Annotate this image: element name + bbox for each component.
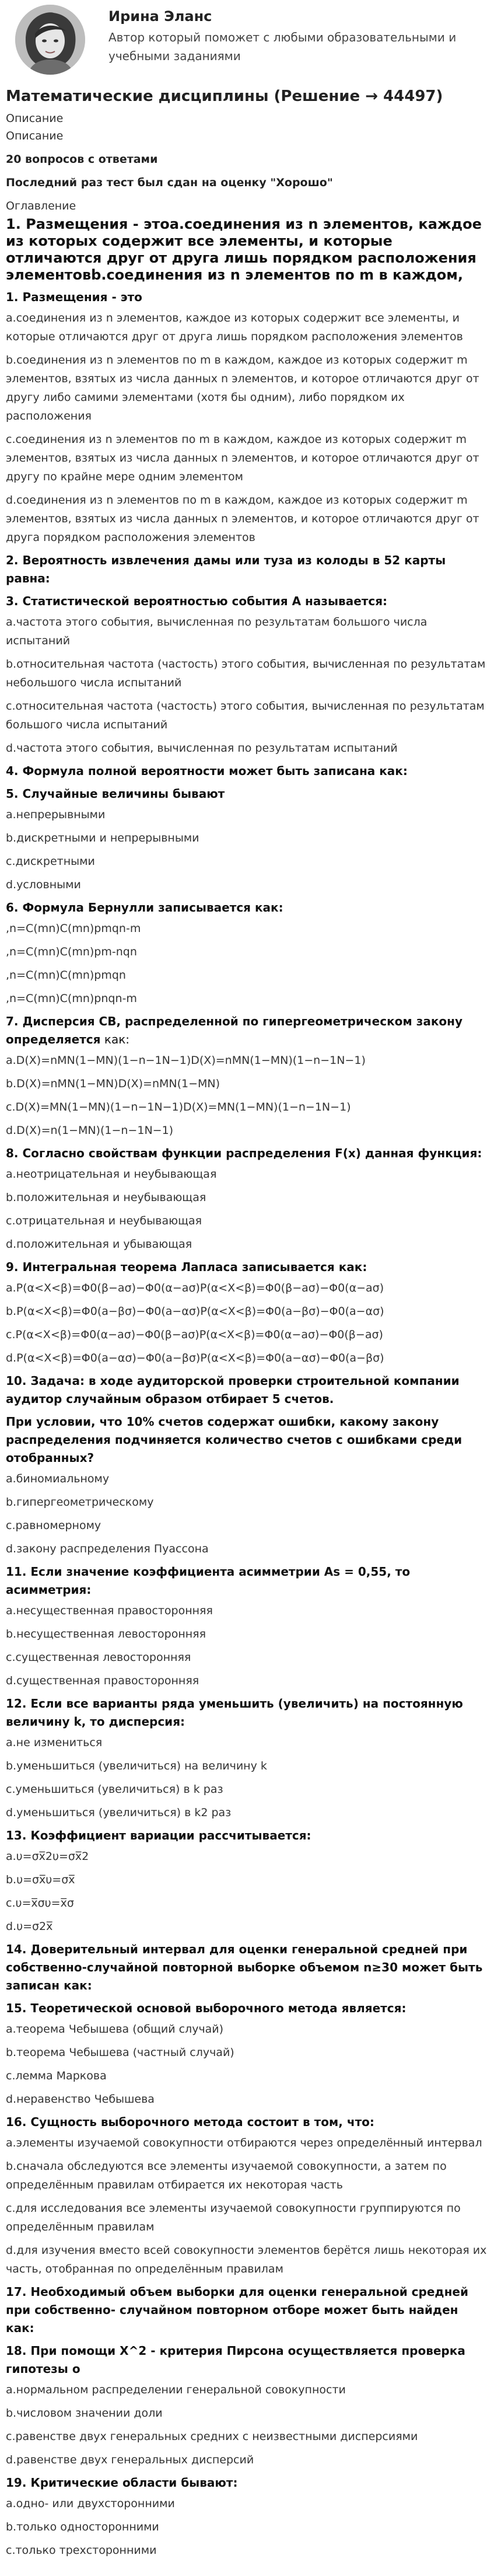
question-block [6,2283,488,2337]
answer-option: d.уменьшиться (увеличиться) в k2 раз [6,1806,232,1819]
answer-options [6,2380,488,2469]
question-title-text: 10. Задача: в ходе аудиторской проверки строительной компании аудитор случайным образом отбирает 5 счетов. [6,1374,460,1406]
question-title-text: 8. Согласно свойствам функции распределения F(x) данная функция: [6,1146,482,1160]
question-title [6,1999,488,2017]
answer-option: d.υ=σ2x̅ [6,1920,53,1933]
answer-option: d.закону распределения Пуассона [6,1542,209,1555]
question-title-text: 11. Если значение коэффициента асимметрии As = 0,55, то асимметрия: [6,1565,411,1597]
answer-option: d.положительная и убывающая [6,1238,192,1251]
table-of-contents-label: Оглавление [6,200,76,212]
question-title [6,762,488,780]
answer-option: c.соединения из n элементов по m в каждом, каждое из которых содержит m элементов, взятых из числа данных n элементов, и которое отличаются друг от другу по крайне мере одним элементом [6,433,479,483]
question-title [6,2283,488,2337]
answer-option: a.биномиальному [6,1472,110,1485]
answer-option: b.соединения из n элементов по m в каждом, каждое из которых содержит m элементов, взятых из числа данных n элементов, и которое отличаются друг от другу либо самими элементами (хотя бы одним), либо порядком их расположения [6,354,479,423]
answer-options [6,805,488,894]
question-title-text: 17. Необходимый объем выборки для оценки генеральной средней при собственно- случайном повторном отборе может быть найден как: [6,2285,468,2335]
author-description: Автор который поможет с любыми образовательными и учебными заданиями [108,30,457,63]
answer-option: ,n=C(mn)C(mn)pm-nqn [6,945,137,958]
answer-options [6,309,488,547]
answer-option: b.P(α<X<β)=Φ0(a−βσ)−Φ0(a−ασ)P(α<X<β)=Φ0(a−βσ)−Φ0(a−ασ) [6,1305,384,1318]
answer-option: b.D(X)=nMN(1−MN)D(X)=nMN(1−MN) [6,1077,220,1090]
answer-option: b.уменьшиться (увеличиться) на величину k [6,1760,267,1772]
document-title: Математические дисциплины (Решение → 44497) [6,88,443,105]
answer-options [6,2020,488,2109]
answer-option: c.дискретными [6,855,95,868]
answer-option: d.частота этого события, вычисленная по результатам испытаний [6,742,398,755]
question-title-text: При условии, что 10% счетов содержат ошибки, какому закону распределения подчиняется количество счетов с ошибками среди отобранных? [6,1415,463,1465]
question-block [6,2474,488,2560]
question-title-text: 16. Сущность выборочного метода состоит в том, что: [6,2115,374,2129]
answer-options [6,919,488,1008]
question-title-text: 9. Интегральная теорема Лапласа записывается как: [6,1260,367,1274]
question-title-text: 7. Дисперсия СВ, распределенной по гипергеометрическом закону определяется [6,1014,463,1046]
question-block [6,1144,488,1254]
question-title [6,288,488,306]
question-count: 20 вопросов с ответами [6,153,158,166]
answer-options [6,1469,488,1558]
question-block [6,288,488,547]
answer-option: a.частота этого события, вычисленная по результатам большого числа испытаний [6,616,428,647]
answer-option: b.несущественная левосторонняя [6,1628,206,1640]
author-avatar[interactable] [15,5,85,75]
question-block [6,2342,488,2469]
answer-option: b.относительная частота (частость) этого события, вычисленная по результатам небольшого числа испытаний [6,658,486,689]
answer-option: b.гипергеометрическому [6,1496,154,1509]
answer-options [6,2134,488,2278]
answer-option: ,n=C(mn)C(mn)pmqn-m [6,922,141,935]
answer-option: b.положительная и неубывающая [6,1191,206,1204]
question-block [6,1013,488,1140]
answer-options [6,1051,488,1140]
answer-option: a.соединения из n элементов, каждое из которых содержит все элементы, и которые отличаются друг от друга лишь порядком расположения элементов [6,312,463,343]
question-block [6,1827,488,1936]
answer-option: a.υ=σx̅2υ=σx̅2 [6,1850,89,1863]
questions-list [6,288,488,2560]
lead-summary: 1. Размещения - этоa.соединения из n элементов, каждое из которых содержит все элементы, и которые отличаются друг от друга лишь порядком расположения элементовb.соединения из n элементов по m в каждом, [6,216,482,283]
question-block [6,899,488,1008]
question-title-text: 6. Формула Бернулли записывается как: [6,900,283,914]
answer-option: a.теорема Чебышева (общий случай) [6,2023,224,2036]
answer-option: a.P(α<X<β)=Φ0(β−aσ)−Φ0(α−aσ)P(α<X<β)=Φ0(β−aσ)−Φ0(α−aσ) [6,1282,384,1294]
last-result-note: Последний раз тест был сдан на оценку "Хорошо" [6,176,333,189]
answer-option: c.D(X)=MN(1−MN)(1−n−1N−1)D(X)=MN(1−MN)(1−n−1N−1) [6,1101,351,1114]
answer-option: d.неравенство Чебышева [6,2093,155,2106]
question-title [6,1940,488,1995]
question-block [6,785,488,894]
answer-option: d.равенстве двух генеральных дисперсий [6,2453,254,2466]
answer-option: d.D(X)=n(1−MN)(1−n−1N−1) [6,1124,174,1137]
description-label: Описание [6,112,64,125]
question-title [6,899,488,917]
answer-option: d.существенная правосторонняя [6,1674,199,1687]
answer-options [6,1279,488,1367]
question-block [6,1940,488,1995]
answer-option: a.D(X)=nMN(1−MN)(1−n−1N−1)D(X)=nMN(1−MN)(1−n−1N−1) [6,1054,366,1067]
answer-options [6,1601,488,1690]
answer-option: ,n=C(mn)C(mn)pmqn [6,969,126,982]
question-title-text: 3. Статистической вероятностью события А называется: [6,594,388,608]
description-label-secondary: Описание [6,130,64,142]
question-title [6,1144,488,1163]
answer-option: ,n=C(mn)C(mn)pnqn-m [6,992,137,1005]
question-block [6,762,488,780]
answer-option: c.уменьшиться (увеличиться) в k раз [6,1783,223,1796]
answer-option: b.υ=σx̅υ=σx̅ [6,1873,75,1886]
question-block [6,1372,488,1408]
answer-option: b.теорема Чебышева (частный случай) [6,2046,234,2059]
question-title-text: 4. Формула полной вероятности может быть записана как: [6,764,408,778]
question-title [6,1563,488,1599]
answer-options [6,1733,488,1822]
answer-option: d.соединения из n элементов по m в каждом, каждое из которых содержит m элементов, взятых из числа данных n элементов, и которое отличаются друг от друга порядком расположения элементов [6,494,479,544]
question-title-text: 13. Коэффициент вариации рассчитывается: [6,1828,311,1842]
question-title [6,1413,488,1467]
answer-option: c.существенная левосторонняя [6,1651,191,1664]
question-title [6,2113,488,2131]
question-block [6,551,488,588]
answer-option: a.несущественная правосторонняя [6,1604,213,1617]
answer-options [6,1165,488,1254]
question-title [6,785,488,803]
answer-option: c.для исследования все элементы изучаемой совокупности группируются по определённым правилам [6,2202,461,2233]
question-title-text: 5. Случайные величины бывают [6,787,225,801]
answer-options [6,613,488,758]
answer-option: d.для изучения вместо всей совокупности элементов берётся лишь некоторая их часть, отобранная по определённым правилам [6,2244,487,2275]
question-title [6,2342,488,2378]
answer-option: c.P(α<X<β)=Φ0(α−aσ)−Φ0(β−aσ)P(α<X<β)=Φ0(α−aσ)−Φ0(β−aσ) [6,1328,383,1341]
question-block [6,1413,488,1558]
question-block [6,1258,488,1367]
question-title [6,1372,488,1408]
question-block [6,592,488,758]
author-profile [6,0,488,77]
answer-option: d.условными [6,878,81,891]
question-title [6,1013,488,1049]
question-title-text: 18. При помощи X^2 - критерия Пирсона осуществляется проверка гипотезы о [6,2344,465,2376]
answer-option: b.только односторонними [6,2521,159,2533]
answer-option: a.непрерывными [6,808,106,821]
question-title-text: 2. Вероятность извлечения дамы или туза из колоды в 52 карты равна: [6,553,446,585]
question-block [6,2113,488,2278]
question-title-text: 12. Если все варианты ряда уменьшить (увеличить) на постоянную величину k, то дисперсия: [6,1697,463,1729]
question-block [6,1563,488,1690]
answer-option: b.числовом значении доли [6,2407,163,2420]
question-title-text: 15. Теоретической основой выборочного метода является: [6,2001,407,2015]
author-name[interactable]: Ирина Эланс [108,8,212,25]
answer-option: c.υ=x̅συ=x̅σ [6,1897,74,1910]
answer-option: c.только трехсторонними [6,2544,157,2557]
answer-options [6,2494,488,2560]
answer-option: d.P(α<X<β)=Φ0(a−ασ)−Φ0(a−βσ)P(α<X<β)=Φ0(a−ασ)−Φ0(a−βσ) [6,1352,384,1364]
answer-option: b.сначала обследуются все элементы изучаемой совокупности, а затем по определённым правилам отбирается их некоторая часть [6,2160,447,2191]
answer-option: a.нормальном распределении генеральной совокупности [6,2383,346,2396]
question-title-text: 1. Размещения - это [6,290,142,304]
question-title-text: 19. Критические области бывают: [6,2476,238,2490]
answer-option: c.лемма Маркова [6,2069,107,2082]
question-title [6,1695,488,1731]
answer-option: a.одно- или двухсторонними [6,2497,175,2510]
author-photo-icon [15,5,85,75]
question-title [6,2474,488,2492]
answer-option: c.относительная частота (частость) этого события, вычисленная по результатам большого числа испытаний [6,700,485,731]
question-title [6,1827,488,1845]
question-title [6,592,488,610]
question-title-suffix: как: [100,1032,130,1046]
answer-option: c.равенстве двух генеральных средних с неизвестными дисперсиями [6,2430,418,2443]
answer-option: a.элементы изучаемой совокупности отбираются через определённый интервал [6,2137,482,2149]
answer-option: c.равномерному [6,1519,101,1532]
question-title [6,551,488,588]
answer-option: b.дискретными и непрерывными [6,832,199,844]
question-block [6,1999,488,2109]
answer-option: a.не измениться [6,1736,103,1749]
question-title-text: 14. Доверительный интервал для оценки генеральной средней при собственно-случайной повторной выборке объемом n≥30 может быть записан как: [6,1942,483,1992]
question-block [6,1695,488,1822]
answer-option: a.неотрицательная и неубывающая [6,1168,217,1181]
answer-options [6,1847,488,1936]
answer-option: c.отрицательная и неубывающая [6,1214,202,1227]
question-title [6,1258,488,1276]
